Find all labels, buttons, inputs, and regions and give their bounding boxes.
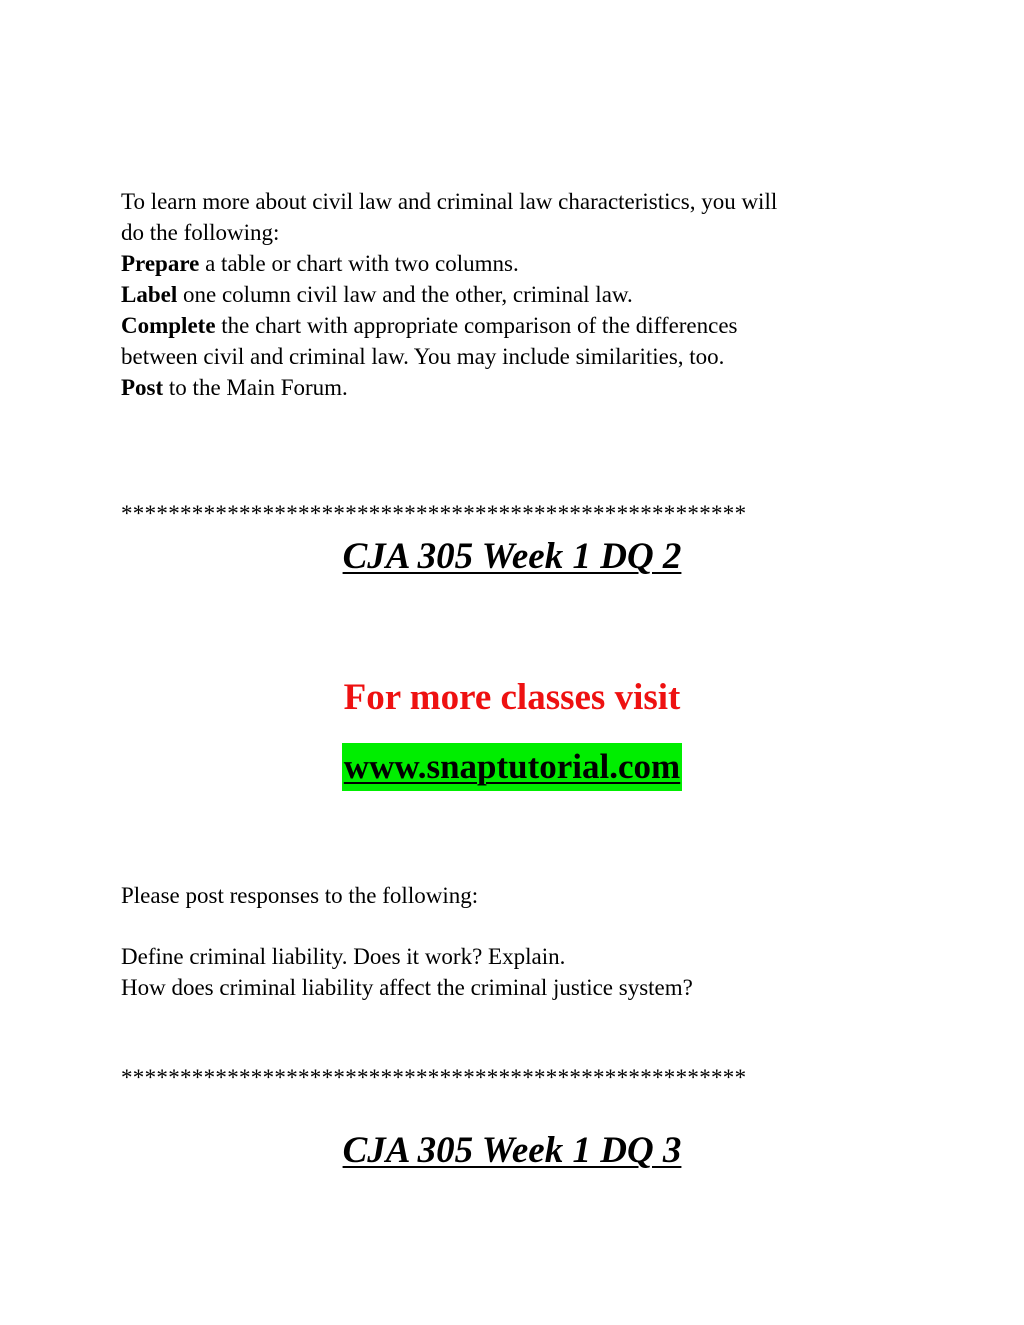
dq2-questions (121, 941, 911, 1003)
step-text-prepare: a table or chart with two columns. (199, 251, 519, 276)
intro-line-1: To learn more about civil law and criminal law characteristics, you will (121, 189, 778, 214)
promo-link[interactable]: www.snaptutorial.com (342, 743, 682, 791)
step-prepare (121, 248, 911, 279)
dq2-prompt-text: Please post responses to the following: (121, 883, 479, 908)
step-keyword-label: Label (121, 282, 178, 307)
intro-line-6: between civil and criminal law. You may include similarities, too. (121, 344, 725, 369)
separator-stars-2: ***************************************************** (121, 1065, 747, 1090)
promo-link-wrap (0, 743, 1024, 791)
heading-dq2-text: CJA 305 Week 1 DQ 2 (342, 536, 682, 577)
step-text-label: one column civil law and the other, criminal law. (177, 282, 633, 307)
heading-dq3 (0, 1128, 1024, 1174)
step-keyword-prepare: Prepare (121, 251, 200, 276)
separator-stars-1: ***************************************************** (121, 501, 747, 526)
dq2-prompt (121, 880, 911, 911)
step-label (121, 279, 911, 310)
step-complete (121, 310, 911, 341)
dq2-question-1: Define criminal liability. Does it work? Explain. (121, 944, 566, 969)
promo-text: For more classes visit (343, 677, 681, 718)
intro-paragraph (121, 186, 911, 403)
heading-dq2 (0, 534, 1024, 580)
step-keyword-complete: Complete (121, 313, 216, 338)
step-text-complete: the chart with appropriate comparison of the differences (215, 313, 738, 338)
step-post (121, 372, 911, 403)
step-text-post: to the Main Forum. (163, 375, 348, 400)
dq2-question-2: How does criminal liability affect the criminal justice system? (121, 975, 693, 1000)
heading-dq3-text: CJA 305 Week 1 DQ 3 (342, 1130, 682, 1171)
step-keyword-post: Post (121, 375, 164, 400)
intro-line-2: do the following: (121, 220, 280, 245)
